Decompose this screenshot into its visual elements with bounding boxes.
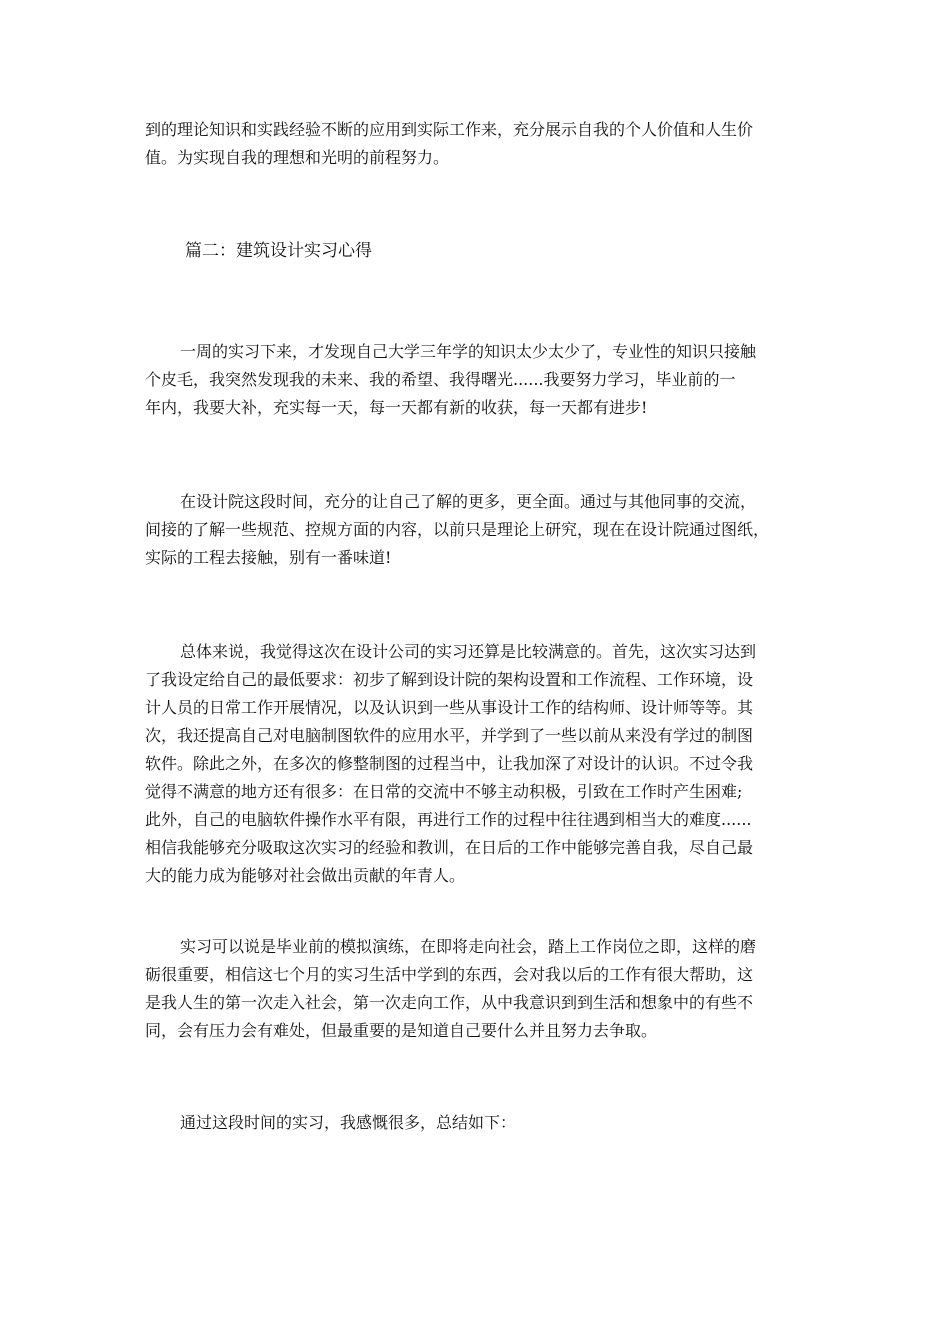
paragraph-3-line-9: 大的能力成为能够对社会做出贡献的年青人。 xyxy=(145,866,466,885)
paragraph-3-line-5: 软件。除此之外，在多次的修整制图的过程当中，让我加深了对设计的认识。不过令我 xyxy=(145,754,754,773)
paragraph-3-line-7: 此外，自己的电脑软件操作水平有限，再进行工作的过程中往往遇到相当大的难度...... xyxy=(145,810,752,829)
paragraph-4-line-4: 同，会有压力会有难处，但最重要的是知道自己要什么并且努力去争取。 xyxy=(145,1021,658,1040)
paragraph-0-line-1: 到的理论知识和实践经验不断的应用到实际工作来，充分展示自我的个人价值和人生价 xyxy=(145,120,754,139)
paragraph-4-line-2: 砺很重要，相信这七个月的实习生活中学到的东西，会对我以后的工作有很大帮助，这 xyxy=(145,965,754,984)
paragraph-2-line-2: 间接的了解一些规范、控规方面的内容，以前只是理论上研究，现在在设计院通过图纸， xyxy=(145,520,770,539)
paragraph-2-line-3: 实际的工程去接触，别有一番味道! xyxy=(145,548,392,567)
paragraph-3-line-1: 总体来说，我觉得这次在设计公司的实习还算是比较满意的。首先，这次实习达到 xyxy=(180,642,757,661)
paragraph-3-line-4: 次，我还提高自己对电脑制图软件的应用水平，并学到了一些以前从来没有学过的制图 xyxy=(145,726,754,745)
section-title: 篇二：建筑设计实习心得 xyxy=(185,241,372,261)
paragraph-5-line-1: 通过这段时间的实习，我感慨很多，总结如下： xyxy=(180,1113,517,1132)
paragraph-3-line-3: 计人员的日常工作开展情况，以及认识到一些从事设计工作的结构师、设计师等等。其 xyxy=(145,698,754,717)
paragraph-4-line-1: 实习可以说是毕业前的模拟演练，在即将走向社会，踏上工作岗位之即，这样的磨 xyxy=(180,937,757,956)
paragraph-0-line-2: 值。为实现自我的理想和光明的前程努力。 xyxy=(145,148,450,167)
paragraph-4-line-3: 是我人生的第一次走入社会，第一次走向工作，从中我意识到到生活和想象中的有些不 xyxy=(145,993,754,1012)
paragraph-3-line-2: 了我设定给自己的最低要求：初步了解到设计院的架构设置和工作流程、工作环境，设 xyxy=(145,670,754,689)
paragraph-1-line-2: 个皮毛，我突然发现我的未来、我的希望、我得曙光......我要努力学习，毕业前的一 xyxy=(145,370,736,389)
paragraph-3-line-6: 觉得不满意的地方还有很多：在日常的交流中不够主动积极，引致在工作时产生困难; xyxy=(145,782,743,801)
paragraph-2-line-1: 在设计院这段时间，充分的让自己了解的更多，更全面。通过与其他同事的交流， xyxy=(180,492,757,511)
paragraph-1-line-1: 一周的实习下来，才发现自己大学三年学的知识太少太少了，专业性的知识只接触 xyxy=(180,342,757,361)
paragraph-3-line-8: 相信我能够充分吸取这次实习的经验和教训，在日后的工作中能够完善自我，尽自己最 xyxy=(145,838,754,857)
paragraph-1-line-3: 年内，我要大补，充实每一天，每一天都有新的收获，每一天都有进步! xyxy=(145,398,648,417)
